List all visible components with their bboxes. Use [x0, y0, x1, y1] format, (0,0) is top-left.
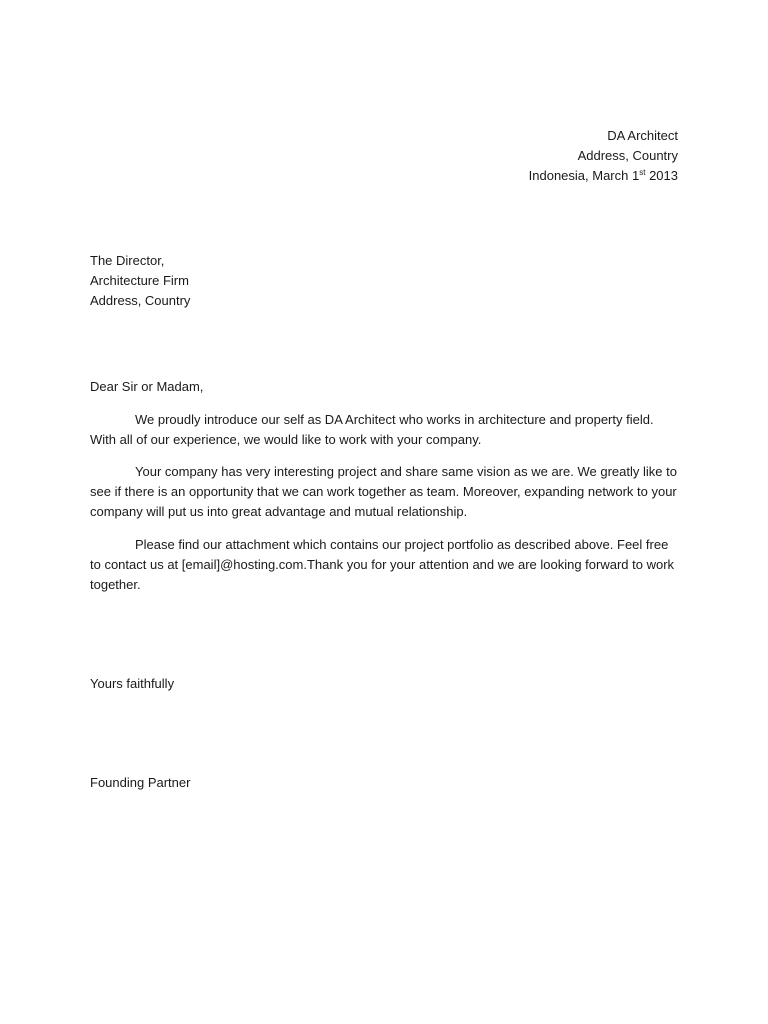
sender-name: DA Architect	[607, 128, 678, 143]
letter-date	[529, 166, 678, 186]
sender-block	[529, 126, 678, 186]
date-year: 2013	[645, 168, 678, 183]
recipient-address: Address, Country	[90, 293, 191, 308]
recipient-title: The Director,	[90, 253, 165, 268]
body-paragraph-2: Your company has very interesting project and share same vision as we are. We greatly like to see if there is an opportunity that we can work together as team. Moreover, expanding network to your company will put us into great advantage and mutual relationship.	[90, 464, 677, 519]
signer-title: Founding Partner	[90, 775, 191, 790]
recipient-block	[90, 251, 190, 311]
closing: Yours faithfully	[90, 676, 175, 691]
recipient-company: Architecture Firm	[90, 273, 189, 288]
date-ordinal-suffix: st	[639, 168, 646, 177]
sender-address: Address, Country	[577, 148, 678, 163]
body-paragraph-3: Please find our attachment which contains our project portfolio as described above. Feel free to contact us at [email]@hosting.com.Thank you for your attention and we are looking forward to work together.	[90, 537, 675, 592]
date-prefix: Indonesia, March 1	[528, 168, 640, 183]
body-paragraph-1: We proudly introduce our self as DA Architect who works in architecture and property field. With all of our experience, we would like to work with your company.	[90, 412, 654, 447]
salutation: Dear Sir or Madam,	[90, 379, 204, 394]
